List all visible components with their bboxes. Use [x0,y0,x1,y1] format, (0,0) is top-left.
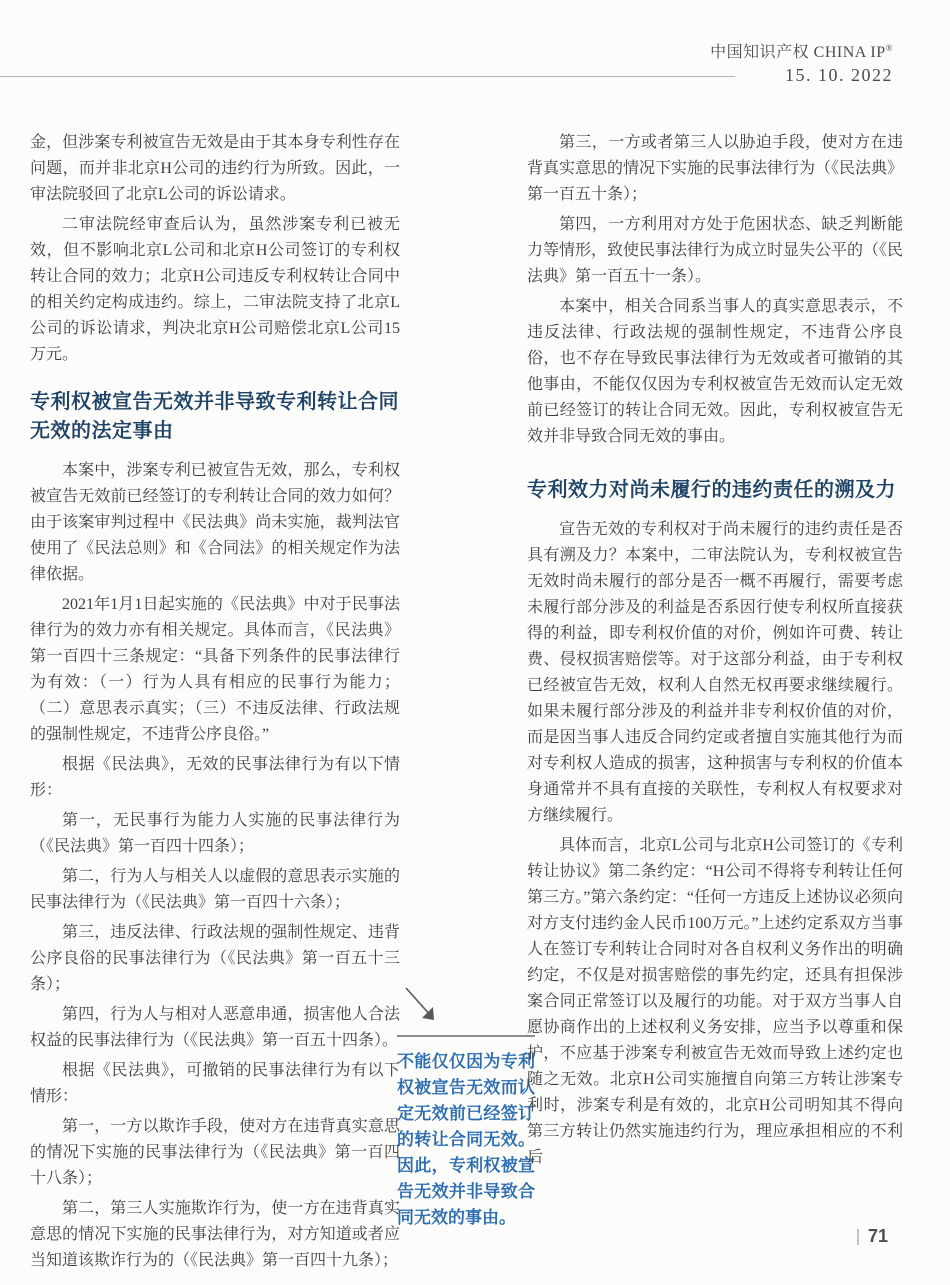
body-paragraph: 根据《民法典》，无效的民事法律行为有以下情形： [30,756,400,799]
page-number-divider [857,1229,859,1245]
body-paragraph: 本案中，涉案专利已被宣告无效，那么，专利权被宣告无效前已经签订的专利转让合同的效力如何？由于该案审判过程中《民法典》尚未实施，裁判法官使用了《民法总则》和《合同法》的相关规定作为法律依据。 [30,462,400,583]
right-column [527,130,903,1175]
page-number-value: 71 [867,1226,888,1246]
pull-quote [397,985,535,1231]
pull-quote-rule [397,1035,535,1037]
body-paragraph: 根据《民法典》，可撤销的民事法律行为有以下情形： [30,1062,400,1105]
masthead-title [710,38,893,63]
masthead-title-text: 中国知识产权 CHINA IP [710,44,886,61]
section-heading-contract-validity: 专利权被宣告无效并非导致专利转让合同无效的法定事由 [30,391,399,442]
body-paragraph: 第四，行为人与相对人恶意串通，损害他人合法权益的民事法律行为（《民法典》第一百五十四条）。 [30,1006,400,1049]
body-paragraph: 第二，第三人实施欺诈行为，使一方在违背真实意思的情况下实施的民事法律行为，对方知道或者应当知道该欺诈行为的（《民法典》第一百四十九条）； [30,1200,400,1269]
header-rule [0,76,735,77]
masthead [710,38,893,86]
registered-mark: ® [885,43,893,53]
body-paragraph: 金，但涉案专利被宣告无效是由于其本身专利性存在问题，而并非北京H公司的违约行为所致。因此，一审法院驳回了北京L公司的诉讼请求。 [30,134,400,203]
arrow-down-right-icon [403,985,443,1027]
body-paragraph: 二审法院经审查后认为，虽然涉案专利已被无效，但不影响北京L公司和北京H公司签订的专利权转让合同的效力；北京H公司违反专利权转让合同中的相关约定构成违约。综上，二审法院支持了北京L公司的诉讼请求，判决北京H公司赔偿北京L公司15万元。 [30,216,400,363]
body-paragraph: 第一，无民事行为能力人实施的民事法律行为（《民法典》第一百四十四条）； [30,812,400,855]
pull-quote-text: 不能仅仅因为专利权被宣告无效而认定无效前已经签订的转让合同无效。因此，专利权被宣告无效并非导致合同无效的事由。 [397,1052,535,1227]
left-column [30,130,400,1278]
body-paragraph: 第三，一方或者第三人以胁迫手段，使对方在违背真实意思的情况下实施的民事法律行为（《民法典》第一百五十条）； [527,134,904,203]
body-paragraph: 本案中，相关合同系当事人的真实意思表示，不违反法律、行政法规的强制性规定，不违背公序良俗，也不存在导致民事法律行为无效或者可撤销的其他事由，不能仅仅因为专利权被宣告无效而认定无效前已经签订的转让合同无效。因此，专利权被宣告无效并非导致合同无效的事由。 [527,298,903,445]
body-paragraph: 第三，违反法律、行政法规的强制性规定、违背公序良俗的民事法律行为（《民法典》第一百五十三条）； [30,924,400,993]
body-paragraph: 宣告无效的专利权对于尚未履行的违约责任是否具有溯及力？本案中，二审法院认为，专利权被宣告无效时尚未履行的部分是否一概不再履行，需要考虑未履行部分涉及的利益是否系因行使专利权所直接获得的利益，即专利权价值的对价，例如许可费、转让费、侵权损害赔偿等。对于这部分利益，由于专利权已经被宣告无效，权利人自然无权再要求继续履行。如果未履行部分涉及的利益并非专利权价值的对价，而是因当事人违反合同约定或者擅自实施其他行为而对专利权人造成的损害，这种损害与专利权的价值本身通常并不具有直接的关联性，专利权人有权要求对方继续履行。 [527,521,903,824]
body-paragraph: 第四，一方利用对方处于危困状态、缺乏判断能力等情形，致使民事法律行为成立时显失公平的（《民法典》第一百五十一条）。 [527,216,904,285]
body-paragraph: 具体而言，北京L公司与北京H公司签订的《专利转让协议》第二条约定：“H公司不得将专利转让任何第三方。”第六条约定：“任何一方违反上述协议必须向对方支付违约金人民币100万元。”上述约定系双方当事人在签订专利转让合同时对各自权利义务作出的明确约定，不仅是对损害赔偿的事先约定，还具有担保涉案合同正常签订以及履行的功能。对于双方当事人自愿协商作出的上述权利义务安排，应当予以尊重和保护，不应基于涉案专利被宣告无效而导致上述约定也随之无效。北京H公司实施擅自向第三方转让涉案专利时，涉案专利是有效的，北京H公司明知其不得向第三方转让仍然实施违约行为，理应承担相应的不利后 [527,837,903,1166]
body-paragraph: 第一，一方以欺诈手段，使对方在违背真实意思的情况下实施的民事法律行为（《民法典》第一百四十八条）； [30,1118,400,1187]
body-paragraph: 2021年1月1日起实施的《民法典》中对于民事法律行为的效力亦有相关规定。具体而言，《民法典》第一百四十三条规定：“具备下列条件的民事法律行为有效：（一）行为人具有相应的民事行为能力；（二）意思表示真实；（三）不违反法律、行政法规的强制性规定，不违背公序良俗。” [30,596,400,743]
body-paragraph: 第二，行为人与相关人以虚假的意思表示实施的民事法律行为（《民法典》第一百四十六条）； [30,868,400,911]
section-heading-retroactivity: 专利效力对尚未履行的违约责任的溯及力 [527,479,896,501]
page-number [857,1226,888,1247]
masthead-date: 15. 10. 2022 [785,65,893,85]
